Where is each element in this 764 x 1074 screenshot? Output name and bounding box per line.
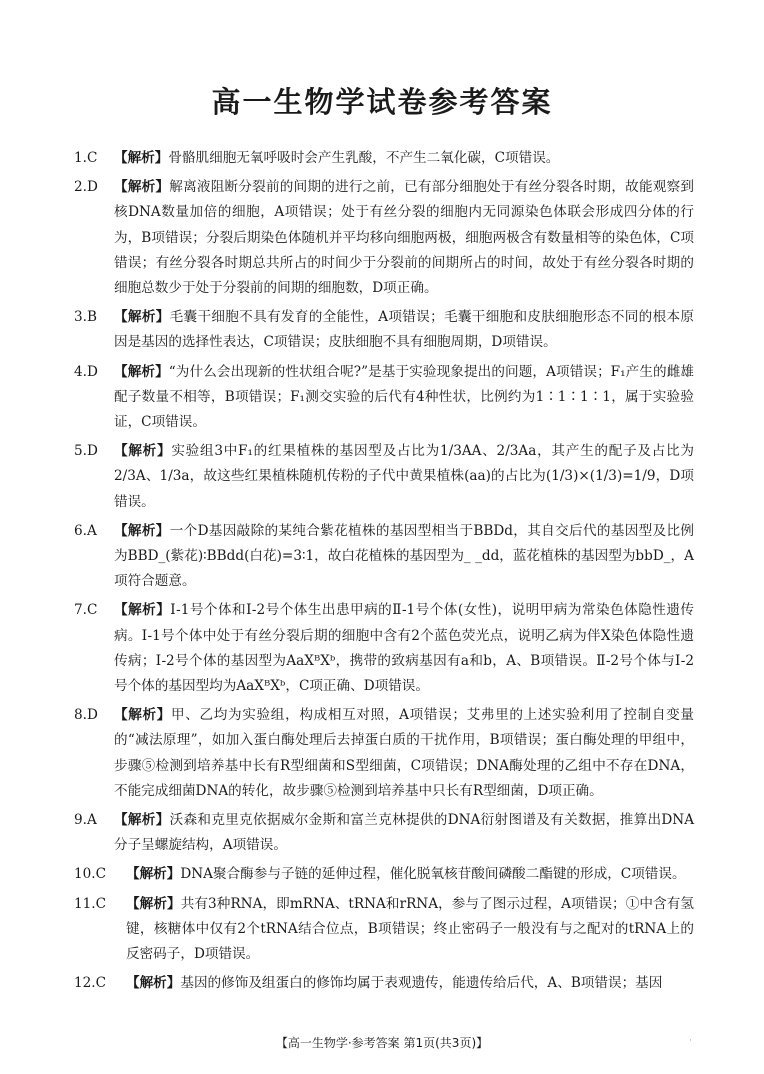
answer-number: 4. (74, 363, 87, 380)
answer-number: 6. (74, 522, 87, 539)
analysis-text: 甲、乙均为实验组，构成相互对照，A项错误；艾弗里的上述实验利用了控制自变量的“减法原理”，如加入蛋白酶处理后去掉蛋白质的干扰作用，B项错误；蛋白酶处理的甲组中，步骤⑤检测到培养基中长有R型细菌和S型细菌，C项错误；DNA酶处理的乙组中不存在DNA，不能完成细菌DNA的转化，故步骤⑤检测到培养基中只长有R型细菌，D项正确。 (114, 707, 695, 799)
answer-number: 10. (74, 866, 96, 883)
analysis-tag: 【解析】 (114, 602, 171, 619)
answer-item (74, 146, 694, 171)
answer-number: 7. (74, 602, 87, 619)
footer-text: 【高一生物学·参考答案 第1页(共3页)】 (275, 1036, 489, 1050)
answer-choice: D (86, 363, 98, 380)
analysis-tag: 【解析】 (114, 309, 170, 326)
answer-label (74, 892, 106, 917)
answer-label (74, 703, 98, 728)
answer-choice: C (95, 866, 107, 883)
analysis-text: 沃森和克里克依据威尔金斯和富兰克林提供的DNA衍射图谱及有关数据，推算出DNA分子呈螺旋结构，A项错误。 (114, 812, 695, 854)
answer-choice: B (86, 309, 97, 326)
answer-item (74, 598, 694, 699)
analysis-text: 实验组3中F₁的红果植株的基因型及占比为1/3AA、2/3Aa，其产生的配子及占比为2/3A、1/3a，故这些红果植株随机传粉的子代中黄果植株(aa)的占比为(1/3)×(1/3)=1/9，D项错误。 (114, 443, 694, 510)
analysis-tag: 【解析】 (114, 707, 172, 724)
answer-choice: A (86, 522, 97, 539)
analysis-tag: 【解析】 (114, 443, 172, 460)
analysis-tag: 【解析】 (126, 975, 181, 992)
answer-number: 2. (74, 179, 87, 196)
analysis-tag: 【解析】 (114, 812, 170, 829)
answer-number: 1. (74, 150, 87, 166)
answer-label (74, 305, 97, 330)
answer-item (74, 360, 694, 436)
analysis-tag: 【解析】 (114, 522, 170, 539)
analysis-tag: 【解析】 (114, 179, 170, 196)
analysis-text: Ⅰ-1号个体和Ⅰ-2号个体生出患甲病的Ⅱ-1号个体(女性)，说明甲病为常染色体隐性遗传病。Ⅰ-1号个体中处于有丝分裂后期的细胞中含有2个蓝色荧光点，说明乙病为伴X染色体隐性遗传病；Ⅰ-2号个体的基因型为AaXᴮXᵇ，携带的致病基因有a和b，A、B项错误。Ⅱ-2号个体与Ⅰ-2号个体的基因型均为AaXᴮXᵇ，C项正确、D项错误。 (114, 602, 694, 695)
answer-label (74, 598, 97, 623)
analysis-tag: 【解析】 (126, 895, 181, 912)
analysis-text: 共有3种RNA，即mRNA、tRNA和rRNA，参与了图示过程，A项错误；①中含有氢键，核糖体中仅有2个tRNA结合位点，B项错误；终止密码子一般没有与之配对的tRNA上的反密码子，D项错误。 (126, 895, 695, 963)
analysis-text: 解离液阻断分裂前的间期的进行之前，已有部分细胞处于有丝分裂各时期，故能观察到核DNA数量加倍的细胞，A项错误；处于有丝分裂的细胞内无同源染色体联会形成四分体的行为，B项错误；分裂后期染色体随机并平均移向细胞两极，细胞两极含有数量相等的染色体，C项错误；有丝分裂各时期总共所占的时间少于分裂前的间期所占的时间，故处于有丝分裂各时期的细胞总数少于处于分裂前的间期的细胞数，D项正确。 (114, 179, 695, 297)
answer-number: 5. (74, 443, 87, 460)
analysis-tag: 【解析】 (114, 150, 169, 166)
answer-choice: D (86, 179, 98, 196)
answer-number: 9. (74, 812, 87, 829)
answer-list (74, 146, 694, 1001)
answer-item (74, 175, 694, 301)
answer-label (74, 360, 98, 385)
analysis-text: “为什么会出现新的性状组合呢?”是基于实验现象提出的问题，A项错误；F₁产生的雌雄配子数量不相等，B项错误；F₁测交实验的后代有4种性状，比例约为1∶1∶1∶1，属于实验验证，C项错误。 (114, 363, 694, 431)
answer-choice: C (86, 602, 98, 619)
answer-item (74, 892, 694, 968)
answer-number: 11. (74, 895, 96, 912)
answer-label (74, 862, 106, 887)
answer-item (74, 808, 694, 858)
answer-choice: C (95, 895, 107, 912)
footer-mark: · (689, 1036, 692, 1046)
answer-item (74, 305, 694, 355)
answer-label (74, 146, 97, 171)
answer-choice: D (86, 707, 98, 724)
answer-label (74, 808, 97, 833)
answer-item (74, 862, 694, 887)
answer-number: 8. (74, 707, 87, 724)
answer-item (74, 519, 694, 595)
analysis-text: 一个D基因敲除的某纯合紫花植株的基因型相当于BBDd，其自交后代的基因型及比例为BBD_(紫花)∶BBdd(白花)=3∶1，故白花植株的基因型为_ _dd，蓝花植株的基因型为bbD_，A项符合题意。 (114, 522, 695, 590)
answer-choice: C (95, 975, 107, 992)
answer-label (74, 519, 97, 544)
answer-item (74, 971, 694, 996)
analysis-tag: 【解析】 (126, 866, 181, 883)
answer-choice: C (86, 150, 98, 166)
answer-label (74, 175, 98, 200)
answer-label (74, 971, 106, 996)
answer-choice: A (86, 812, 97, 829)
analysis-text: 毛囊干细胞不具有发育的全能性，A项错误；毛囊干细胞和皮肤细胞形态不同的根本原因是基因的选择性表达，C项错误；皮肤细胞不具有细胞周期，D项错误。 (114, 309, 695, 351)
answer-number: 12. (74, 975, 96, 992)
answer-item (74, 703, 694, 804)
answer-choice: D (86, 443, 98, 460)
page-title: 高一生物学试卷参考答案 (211, 85, 553, 119)
analysis-text: DNA聚合酶参与子链的延伸过程，催化脱氧核苷酸间磷酸二酯键的形成，C项错误。 (180, 866, 686, 883)
analysis-tag: 【解析】 (114, 363, 169, 380)
analysis-text: 骨骼肌细胞无氧呼吸时会产生乳酸，不产生二氧化碳，C项错误。 (168, 150, 560, 166)
analysis-text: 基因的修饰及组蛋白的修饰均属于表观遗传，能遗传给后代，A、B项错误；基因 (180, 975, 663, 992)
answer-label (74, 439, 98, 464)
answer-number: 3. (74, 309, 87, 326)
page-footer (0, 1034, 764, 1051)
answer-item (74, 439, 694, 515)
